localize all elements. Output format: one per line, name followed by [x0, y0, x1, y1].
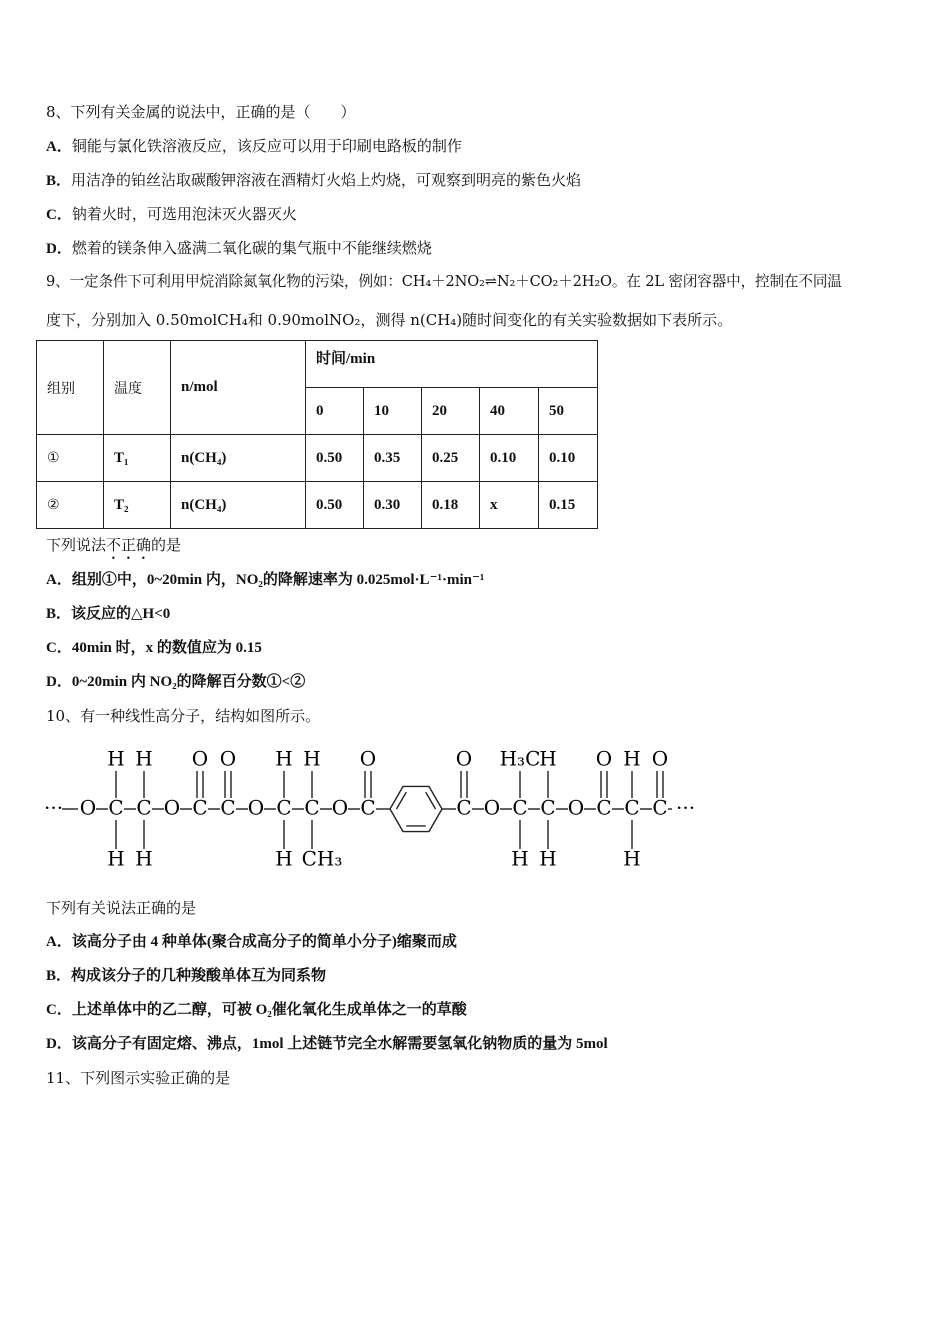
carbon-atom: C — [276, 795, 292, 820]
carbon-atom: C — [220, 795, 236, 820]
option-text: 构成该分子的几种羧酸单体互为同系物 — [71, 968, 327, 984]
option-text: 组别①中，0~20min 内，NO₂的降解速率为 0.025mol·L⁻¹·min⁻¹ — [71, 572, 485, 588]
time-cell: 50 — [539, 388, 598, 435]
q9-stem-line2: 度下，分别加入 0.50molCH₄和 0.90molNO₂，测得 n(CH₄)随时间变化的有关实验数据如下表所示。 — [46, 311, 733, 329]
value-cell: 0.18 — [422, 482, 480, 529]
q10-option-d — [46, 1034, 608, 1054]
option-label: D． — [46, 1036, 72, 1052]
value-cell: 0.10 — [539, 435, 598, 482]
time-cell: 20 — [422, 388, 480, 435]
option-text: 40min 时，x 的数值应为 0.15 — [71, 640, 262, 656]
option-label: A． — [46, 139, 72, 155]
n-cell: n(CH₄) — [171, 482, 306, 529]
q9-stem-line1: 9、一定条件下可利用甲烷消除氮氧化物的污染，例如：CH₄＋2NO₂⇌N₂＋CO₂＋2H₂O。在 2L 密闭容器中，控制在不同温 — [46, 273, 842, 290]
carbon-atom: C — [108, 795, 124, 820]
carbon-atom: C — [512, 795, 528, 820]
hydrogen-atom: H — [623, 746, 641, 771]
hydrogen-atom: H — [135, 746, 153, 771]
oxygen-atom: O — [247, 795, 265, 820]
q10-option-c — [46, 1000, 467, 1020]
carbon-atom: C — [596, 795, 612, 820]
q9-ask — [46, 535, 181, 563]
time-cell: 0 — [306, 388, 364, 435]
hydrogen-atom: H — [303, 746, 321, 771]
q8-option-d — [46, 238, 432, 259]
hydrogen-atom: H — [511, 846, 529, 871]
carbon-atom: C — [624, 795, 640, 820]
hydrogen-atom: H — [275, 846, 293, 871]
polymer-structure-diagram — [40, 742, 710, 876]
option-text: 该高分子有固定熔、沸点，1mol 上述链节完全水解需要氢氧化钠物质的量为 5mol — [71, 1036, 608, 1052]
ask-suffix: 的是 — [151, 536, 182, 554]
header-n: n/mol — [171, 341, 306, 435]
option-label: B． — [46, 968, 72, 984]
polymer-structure-group — [44, 747, 695, 871]
temp-cell: T₁ — [104, 435, 171, 482]
option-label: C． — [46, 207, 72, 223]
value-cell: 0.30 — [364, 482, 422, 529]
header-temp: 温度 — [104, 341, 171, 435]
carbon-atom: C — [192, 795, 208, 820]
carbon-atom: C — [456, 795, 472, 820]
carbonyl-oxygen: O — [651, 746, 669, 771]
option-text: 燃着的镁条伸入盛满二氧化碳的集气瓶中不能继续燃烧 — [71, 239, 432, 257]
methyl-group: H₃C — [499, 746, 541, 771]
carbon-atom: C — [136, 795, 152, 820]
q9-option-c — [46, 638, 262, 658]
table-row — [37, 435, 598, 482]
carbonyl-oxygen: O — [455, 746, 473, 771]
value-cell: 0.35 — [364, 435, 422, 482]
q8-stem: 8、下列有关金属的说法中，正确的是（ ） — [46, 103, 356, 121]
time-cell: 40 — [480, 388, 539, 435]
group-cell: ② — [37, 482, 104, 529]
hydrogen-atom: H — [539, 846, 557, 871]
table-row — [37, 482, 598, 529]
option-text: 该高分子由 4 种单体(聚合成高分子的简单小分子)缩聚而成 — [71, 934, 457, 950]
option-label: D． — [46, 241, 72, 257]
q9-option-a — [46, 570, 484, 590]
oxygen-atom: O — [163, 795, 181, 820]
hydrogen-atom: H — [107, 746, 125, 771]
q9-option-b — [46, 604, 170, 624]
group-cell: ① — [37, 435, 104, 482]
q10-stem: 10、有一种线性高分子，结构如图所示。 — [46, 707, 321, 725]
q10-option-b — [46, 966, 326, 986]
option-label: C． — [46, 640, 72, 656]
carbonyl-oxygen: O — [191, 746, 209, 771]
chain-end-dots: ··· — [676, 795, 696, 820]
oxygen-atom: O — [79, 795, 97, 820]
q10-option-a — [46, 932, 457, 952]
option-text: 0~20min 内 NO₂的降解百分数①<② — [71, 674, 306, 690]
carbon-atom: C — [540, 795, 556, 820]
option-label: C． — [46, 1002, 72, 1018]
carbon-atom: C — [360, 795, 376, 820]
option-text: 上述单体中的乙二醇，可被 O₂催化氧化生成单体之一的草酸 — [71, 1002, 467, 1018]
header-group: 组别 — [37, 341, 104, 435]
value-cell: 0.10 — [480, 435, 539, 482]
hydrogen-atom: H — [107, 846, 125, 871]
ask-prefix: 下列说法 — [46, 536, 107, 554]
hydrogen-atom: H — [275, 746, 293, 771]
chain-end-dots: ··· — [44, 795, 64, 820]
carbonyl-oxygen: O — [359, 746, 377, 771]
option-text: 用洁净的铂丝沾取碳酸钾溶液在酒精灯火焰上灼烧，可观察到明亮的紫色火焰 — [71, 171, 582, 189]
carbonyl-oxygen: O — [595, 746, 613, 771]
oxygen-atom: O — [331, 795, 349, 820]
temp-cell: T₂ — [104, 482, 171, 529]
q8-option-b — [46, 170, 581, 191]
option-label: A． — [46, 934, 72, 950]
value-cell: 0.25 — [422, 435, 480, 482]
carbon-atom: C — [304, 795, 320, 820]
option-label: B． — [46, 606, 72, 622]
value-cell: 0.15 — [539, 482, 598, 529]
q10-ask: 下列有关说法正确的是 — [46, 899, 197, 917]
option-text: 钠着火时，可选用泡沫灭火器灭火 — [71, 205, 297, 223]
carbonyl-oxygen: O — [219, 746, 237, 771]
benzene-ring — [390, 786, 442, 831]
q11-stem: 11、下列图示实验正确的是 — [46, 1069, 231, 1087]
value-cell: 0.50 — [306, 435, 364, 482]
methyl-group: CH₃ — [301, 846, 343, 871]
oxygen-atom: O — [483, 795, 501, 820]
option-label: A． — [46, 572, 72, 588]
hydrogen-atom: H — [539, 746, 557, 771]
option-label: B． — [46, 173, 72, 189]
option-text: 该反应的△H<0 — [71, 606, 171, 622]
hydrogen-atom: H — [623, 846, 641, 871]
option-label: D． — [46, 674, 72, 690]
option-text: 铜能与氯化铁溶液反应，该反应可以用于印刷电路板的制作 — [71, 137, 462, 155]
q8-option-a — [46, 136, 462, 157]
ask-emphasis: 不正确 — [106, 536, 152, 554]
q9-data-table — [36, 340, 598, 529]
value-cell: 0.50 — [306, 482, 364, 529]
q8-option-c — [46, 204, 297, 225]
header-time: 时间/min — [306, 341, 598, 388]
value-cell: x — [480, 482, 539, 529]
time-cell: 10 — [364, 388, 422, 435]
carbon-atom: C — [652, 795, 668, 820]
n-cell: n(CH₄) — [171, 435, 306, 482]
q9-option-d — [46, 672, 305, 692]
oxygen-atom: O — [567, 795, 585, 820]
hydrogen-atom: H — [135, 846, 153, 871]
